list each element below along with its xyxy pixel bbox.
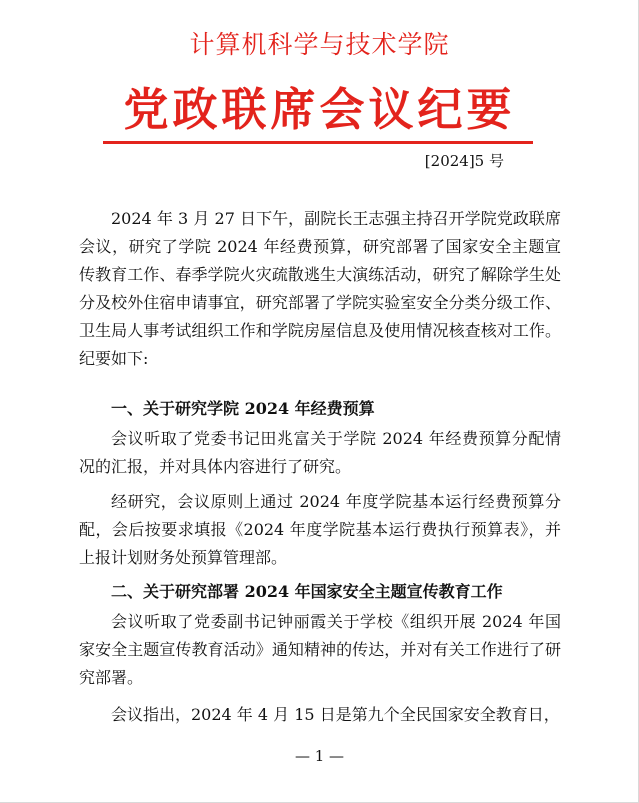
section-2-paragraph-1: 会议听取了党委副书记钟丽霞关于学校《组织开展 2024 年国家安全主题宣传教育活动》通知精神的传达，并对有关工作进行了研究部署。 xyxy=(79,612,561,687)
section-2-heading: 二、关于研究部署 2024 年国家安全主题宣传教育工作 xyxy=(111,582,503,601)
section-1-paragraph-2: 经研究，会议原则上通过 2024 年度学院基本运行经费预算分配，会后按要求填报《2024 年度学院基本运行费执行预算表》，并上报计划财务处预算管理部。 xyxy=(79,492,561,567)
page-number: — 1 — xyxy=(294,747,345,765)
section-1-paragraph-1: 会议听取了党委书记田兆富关于学院 2024 年经费预算分配情况的汇报，并对具体内容进行了研究。 xyxy=(79,429,561,476)
intro-paragraph: 2024 年 3 月 27 日下午，副院长王志强主持召开学院党政联席会议，研究了学院 2024 年经费预算，研究部署了国家安全主题宣传教育工作、春季学院火灾疏散逃生大演练活动，研究了解除学生处分及校外住宿申请事宜，研究部署了学院实验室安全分类分级工作、卫生局人事考试组织工作和学院房屋信息及使用情况核查核对工作。纪要如下: xyxy=(79,209,561,368)
section-1-heading: 一、关于研究学院 2024 年经费预算 xyxy=(111,399,375,418)
document-number: [2024]5 号 xyxy=(424,152,504,170)
organization-name: 计算机科学与技术学院 xyxy=(189,30,450,59)
section-2-paragraph-2: 会议指出，2024 年 4 月 15 日是第九个全民国家安全教育日， xyxy=(111,705,560,724)
red-divider-line xyxy=(103,141,533,144)
document-title: 党政联席会议纪要 xyxy=(123,83,516,136)
